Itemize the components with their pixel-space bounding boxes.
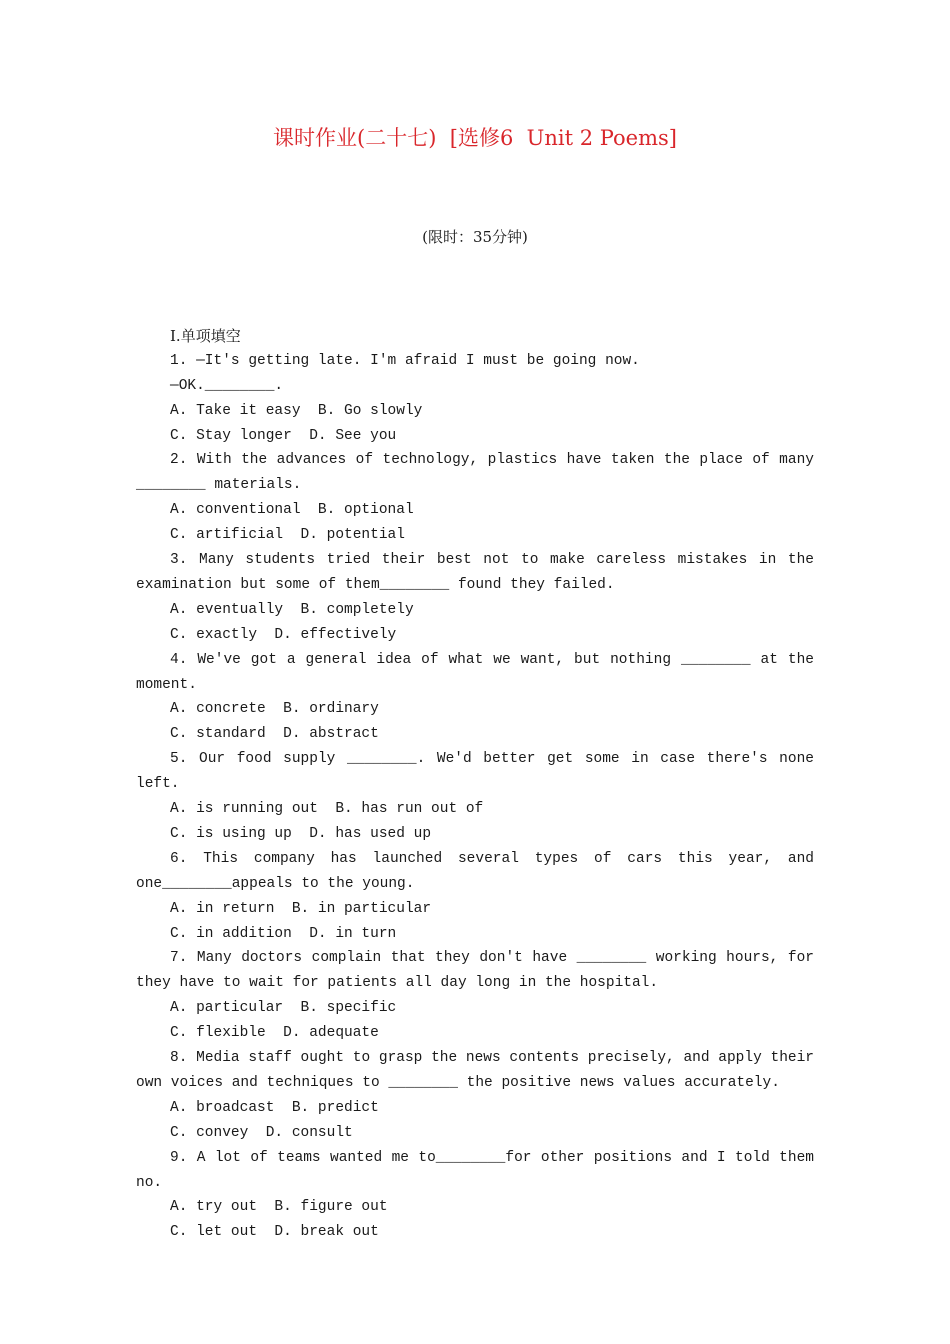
- question-3-options-cd: C. exactly D. effectively: [170, 626, 397, 643]
- question-3-options-ab: A. eventually B. completely: [170, 601, 414, 618]
- question-5-options-cd: C. is using up D. has used up: [170, 825, 432, 842]
- question-3-stem: 3. Many students tried their best not to make careless mistakes in the examination but some of them________ found they failed.: [136, 552, 823, 593]
- question-9-stem: 9. A lot of teams wanted me to________for other positions and I told them no.: [136, 1149, 823, 1191]
- question-1-response: —OK.________.: [170, 377, 284, 394]
- question-8-options-cd: C. convey D. consult: [170, 1124, 353, 1141]
- question-7-options-cd: C. flexible D. adequate: [170, 1025, 379, 1042]
- question-5-options-ab: A. is running out B. has run out of: [170, 801, 484, 818]
- exercise-content: [136, 324, 823, 1245]
- question-7-options-ab: A. particular B. specific: [170, 1000, 397, 1017]
- question-4-options-ab: A. concrete B. ordinary: [170, 701, 379, 718]
- section-heading: Ⅰ.单项填空: [170, 327, 241, 345]
- question-6-options-ab: A. in return B. in particular: [170, 900, 432, 917]
- question-8-options-ab: A. broadcast B. predict: [170, 1099, 379, 1116]
- page-title: 课时作业(二十七) [选修6 Unit 2 Poems]: [273, 126, 677, 150]
- question-1-stem: 1. —It's getting late. I'm afraid I must be going now.: [170, 352, 640, 369]
- question-2-options-cd: C. artificial D. potential: [170, 527, 405, 544]
- question-5-stem: 5. Our food supply ________. We'd better get some in case there's none left.: [136, 751, 823, 793]
- question-6-stem: 6. This company has launched several types of cars this year, and one________appeals to the young.: [136, 850, 823, 892]
- question-1-options-ab: A. Take it easy B. Go slowly: [170, 402, 423, 419]
- question-2-stem: 2. With the advances of technology, plastics have taken the place of many ________ materials.: [136, 452, 823, 494]
- question-4-stem: 4. We've got a general idea of what we want, but nothing ________ at the moment.: [136, 651, 823, 693]
- time-limit: (限时：35分钟): [422, 228, 528, 246]
- question-1-options-cd: C. Stay longer D. See you: [170, 427, 397, 444]
- question-7-stem: 7. Many doctors complain that they don't have ________ working hours, for they have to wait for patients all day long in the hospital.: [136, 950, 823, 992]
- question-8-stem: 8. Media staff ought to grasp the news contents precisely, and apply their own voices and techniques to ________ the positive news values accurately.: [136, 1050, 823, 1091]
- question-6-options-cd: C. in addition D. in turn: [170, 925, 397, 942]
- question-4-options-cd: C. standard D. abstract: [170, 726, 379, 743]
- question-9-options-ab: A. try out B. figure out: [170, 1199, 388, 1216]
- question-9-options-cd: C. let out D. break out: [170, 1224, 379, 1241]
- question-2-options-ab: A. conventional B. optional: [170, 502, 414, 519]
